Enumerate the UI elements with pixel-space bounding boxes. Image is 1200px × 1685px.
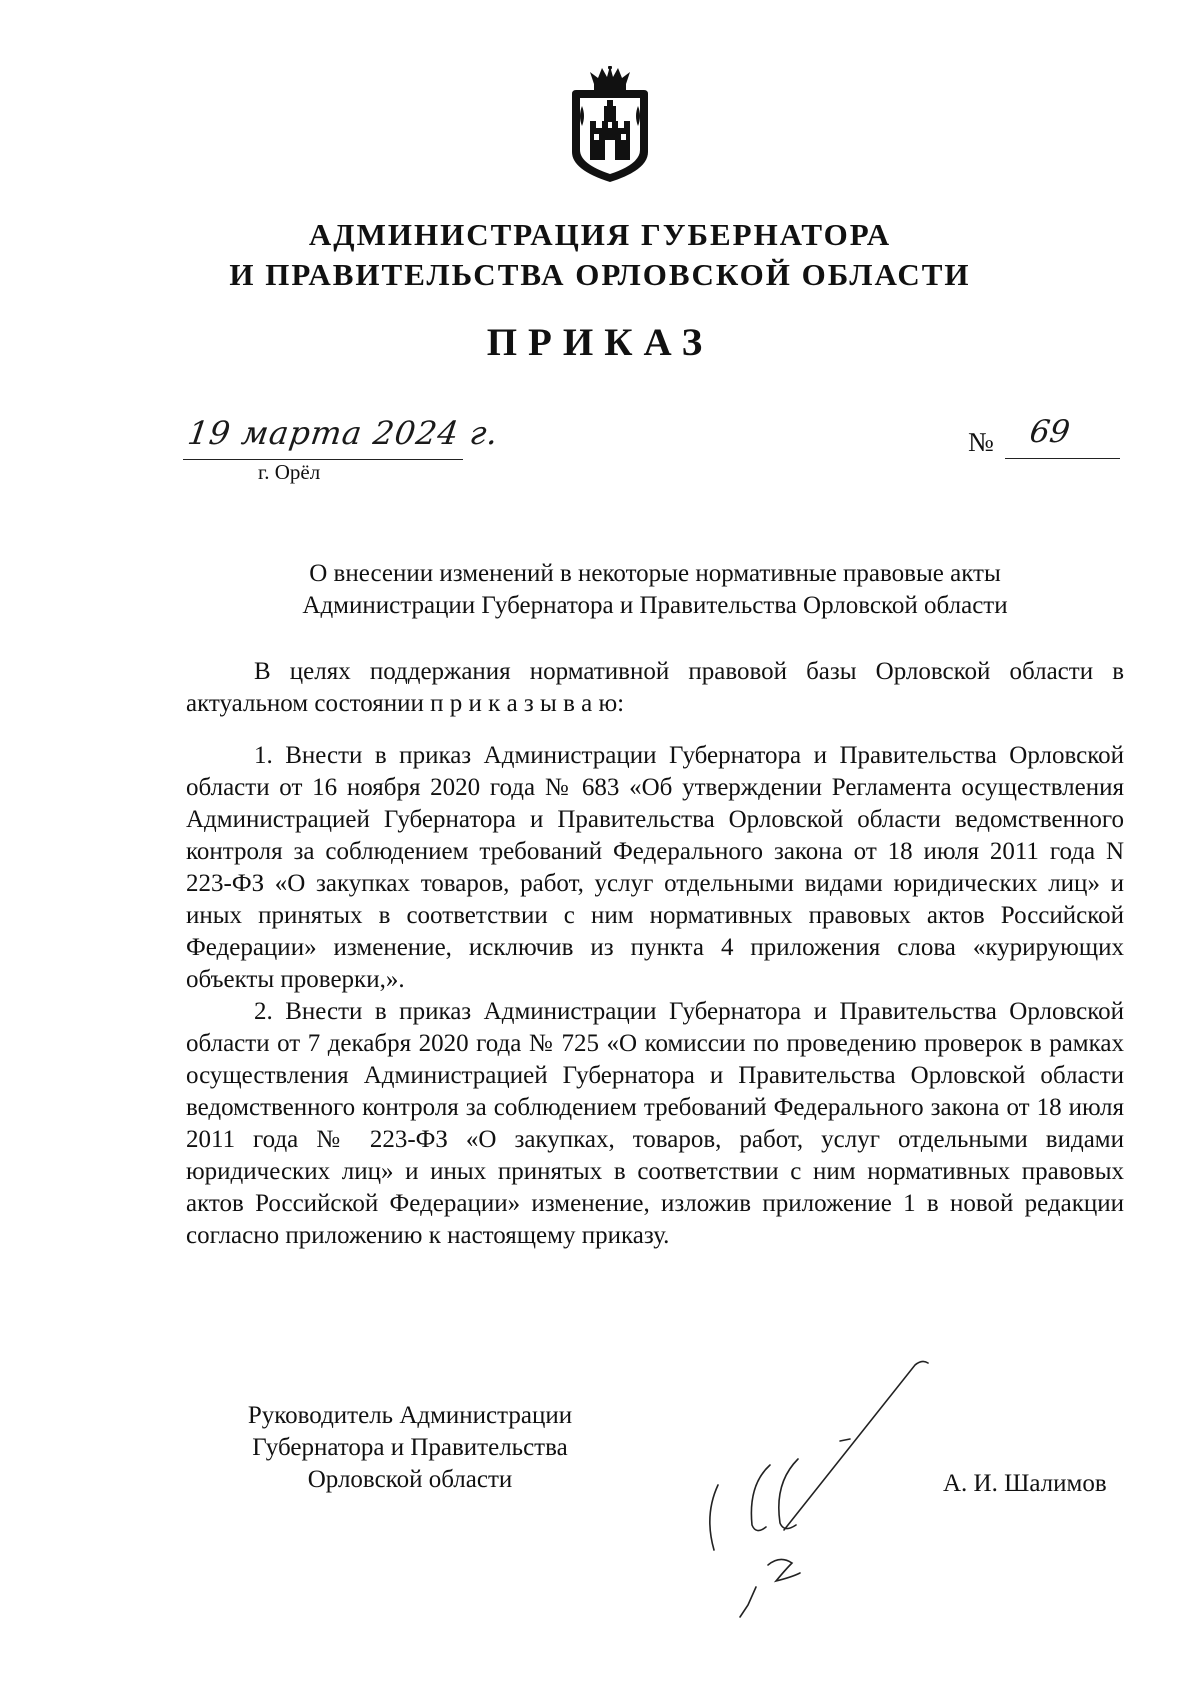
organization-title-line2: И ПРАВИТЕЛЬСТВА ОРЛОВСКОЙ ОБЛАСТИ <box>229 257 971 292</box>
city-label: г. Орёл <box>258 460 321 484</box>
position-line2: Губернатора и Правительства <box>252 1434 568 1461</box>
item-2-paragraph: 2. Внести в приказ Администрации Губернатора и Правительства Орловской области от 7 декабря 2020 года № 725 «О комиссии по проведению проверок в рамках осуществления Администрацией Губернатора и Правительства Орловской области ведомственного контроля за соблюдением требований Федерального закона от 18 июля 2011 года № 223-ФЗ «О закупках, товаров, работ, услуг отдельными видами юридических лиц» и иных принятых в соответствии с ним нормативных правовых актов Российской Федерации» изменение, изложив приложение 1 в новой редакции согласно приложению к настоящему приказу. <box>186 998 1124 1249</box>
signer-name: А. И. Шалимов <box>943 1470 1107 1497</box>
document-subject <box>0 558 1200 622</box>
number-label: № <box>968 427 994 457</box>
subject-line1: О внесении изменений в некоторые нормативные правовые акты <box>309 560 1001 587</box>
date-underline <box>183 459 463 460</box>
document-type-title: ПРИКАЗ <box>486 321 714 364</box>
preamble-paragraph: В целях поддержания нормативной правовой базы Орловской области в актуальном состоянии п р и к а з ы в а ю: <box>186 658 1124 717</box>
handwritten-number: 69 <box>1027 414 1072 450</box>
subject-line2: Администрации Губернатора и Правительства Орловской области <box>302 592 1008 619</box>
position-line3: Орловской области <box>307 1466 513 1493</box>
organization-title-line1: АДМИНИСТРАЦИЯ ГУБЕРНАТОРА <box>308 217 892 252</box>
handwritten-date: 19 марта 2024 г. <box>185 414 502 452</box>
number-underline <box>1005 458 1120 459</box>
item-1-paragraph: 1. Внести в приказ Администрации Губернатора и Правительства Орловской области от 16 ноября 2020 года № 683 «Об утверждении Регламента осуществления Администрацией Губернатора и Правительства Орловской области ведомственного контроля за соблюдением требований Федерального закона от 18 июля 2011 года N 223-ФЗ «О закупках товаров, работ, услуг отдельными видами юридических лиц» и иных принятых в соответствии с ним нормативных правовых актов Российской Федерации» изменение, исключив из пункта 4 приложения слова «курирующих объекты проверки,». <box>186 742 1124 993</box>
signatory-position <box>210 1400 610 1496</box>
position-line1: Руководитель Администрации <box>247 1402 573 1429</box>
document-body <box>186 656 1124 1252</box>
coat-of-arms-icon <box>560 66 660 186</box>
